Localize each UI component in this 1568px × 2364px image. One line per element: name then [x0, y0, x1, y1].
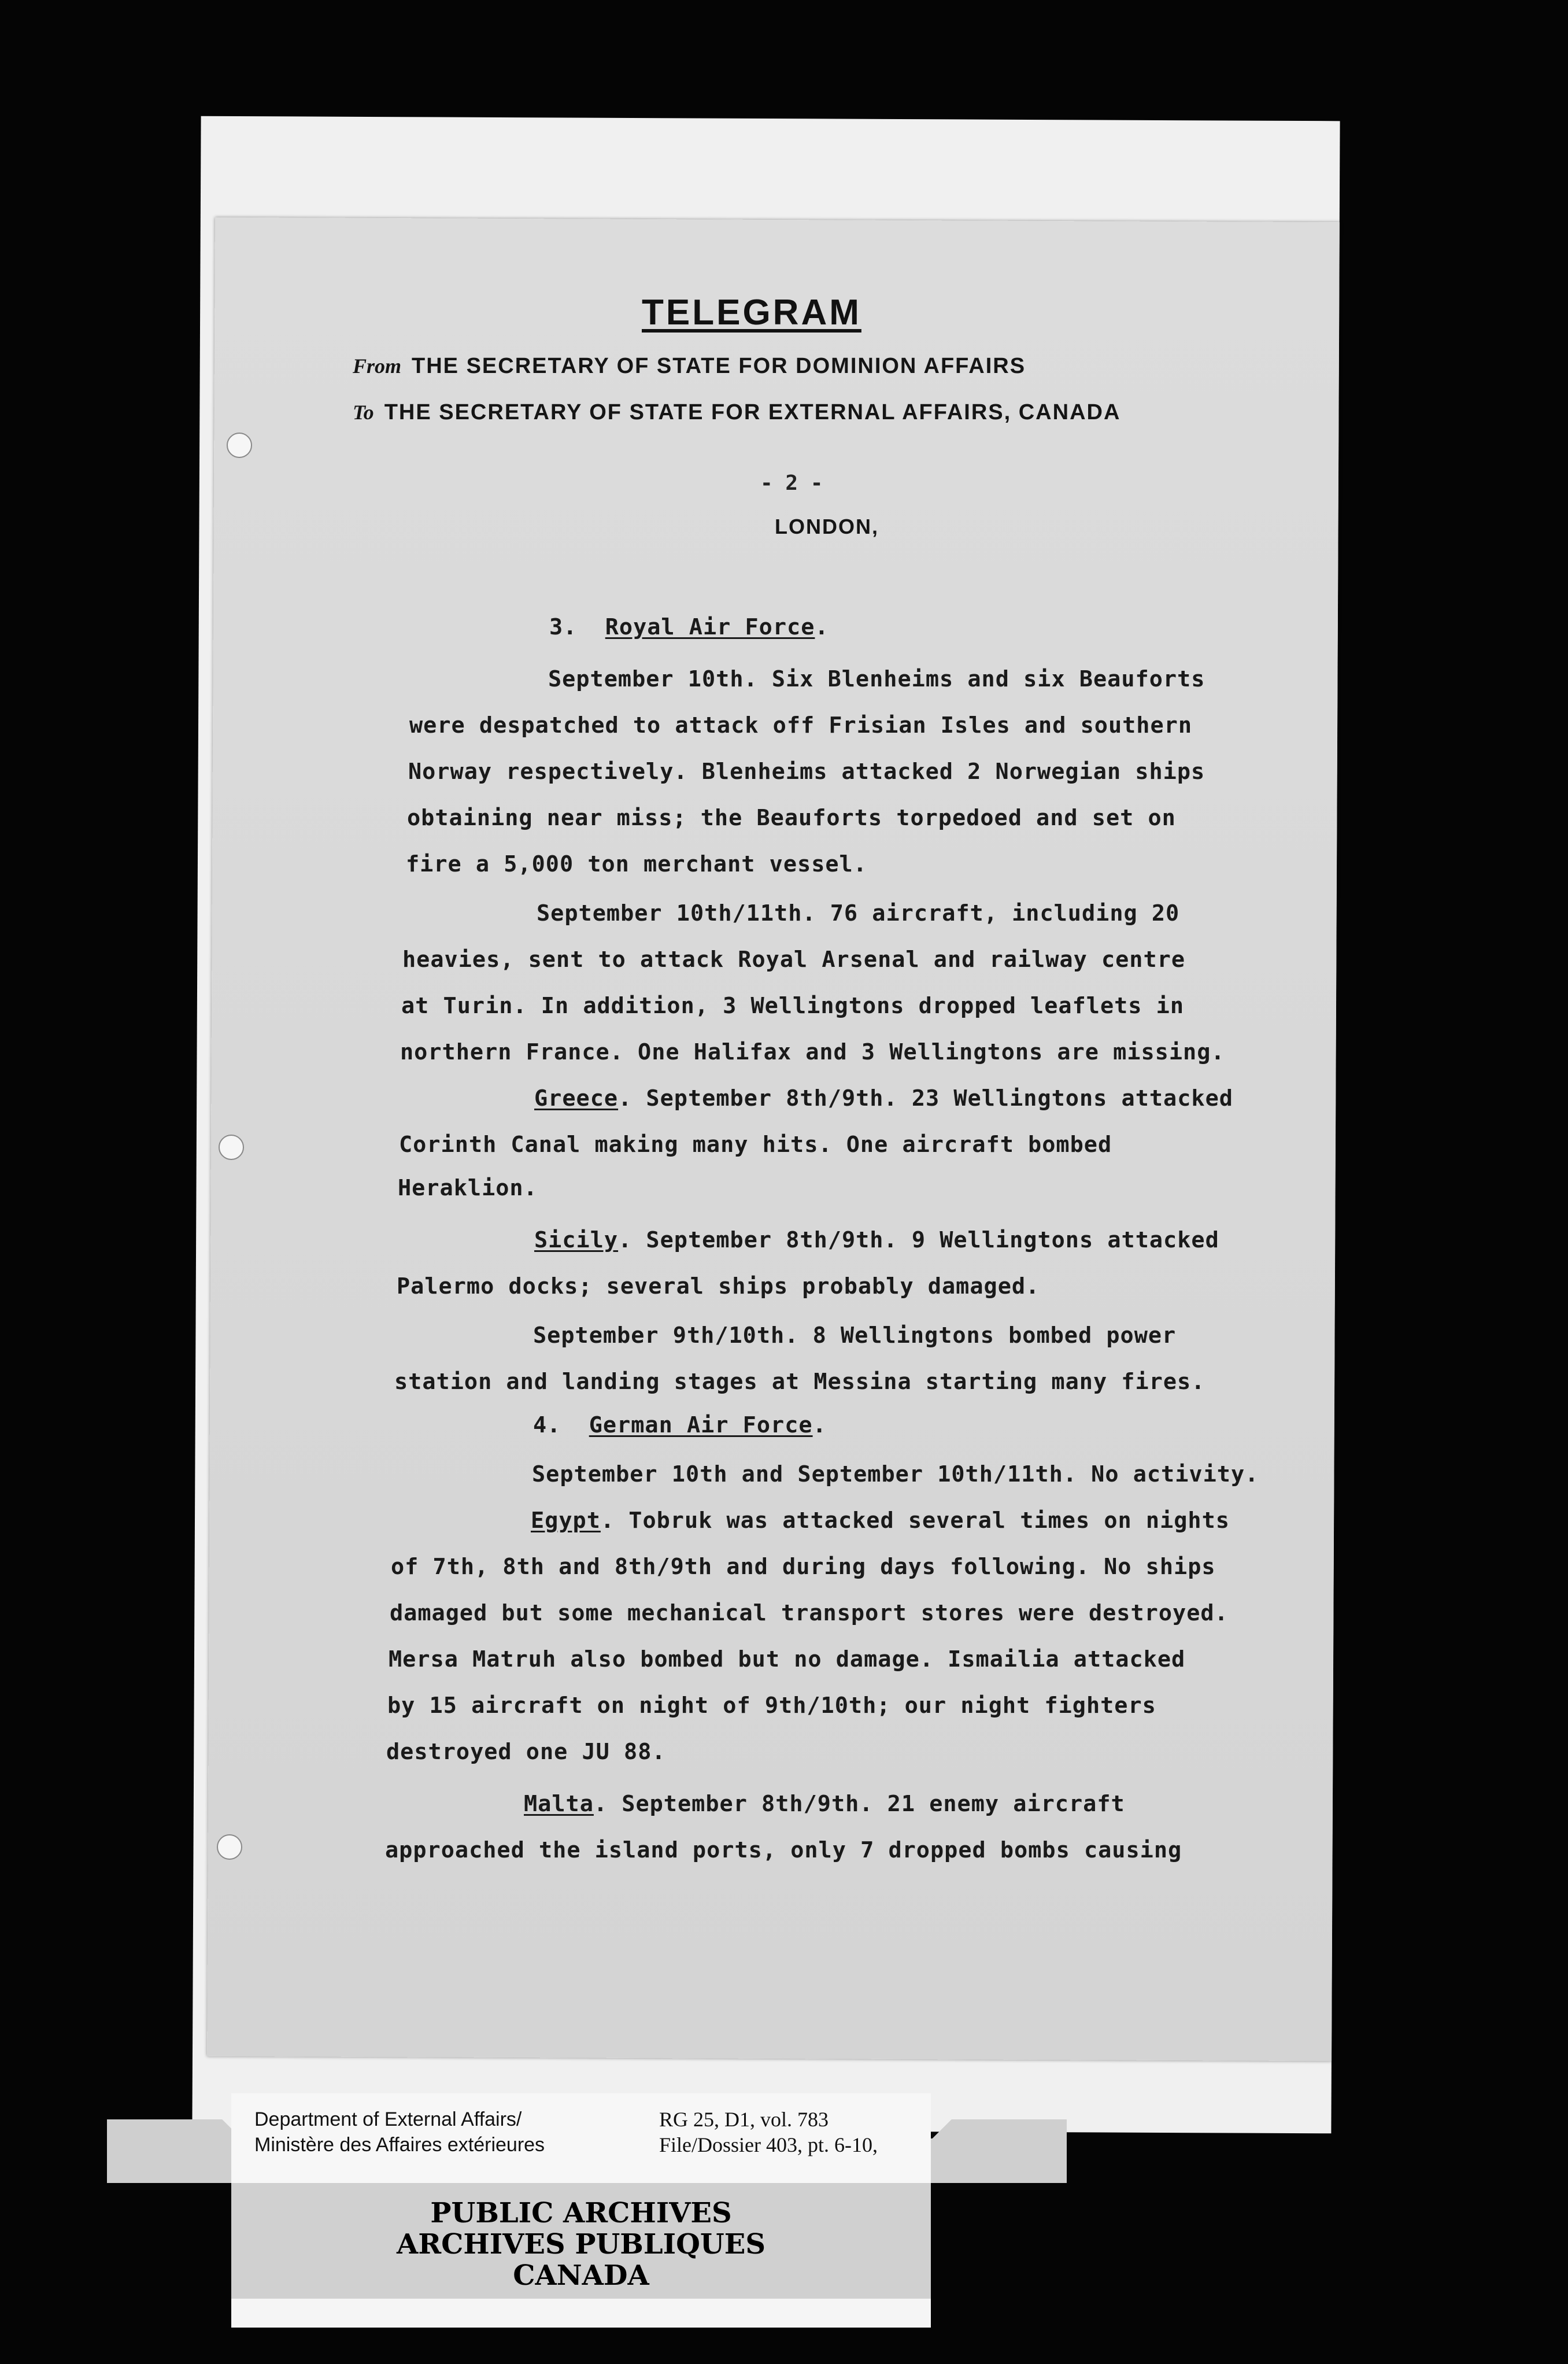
page-number: - 2 -	[760, 471, 823, 495]
from-line	[353, 354, 1026, 379]
to-text: THE SECRETARY OF STATE FOR EXTERNAL AFFAIRS, CANADA	[384, 400, 1121, 424]
to-line	[353, 400, 1120, 425]
text-line: of 7th, 8th and 8th/9th and during days following. No ships	[391, 1554, 1216, 1580]
punch-hole	[219, 1135, 244, 1160]
department-english: Department of External Affairs/	[254, 2108, 522, 2130]
region-heading: Egypt	[531, 1508, 601, 1534]
region-heading: Greece	[534, 1085, 619, 1111]
text-line: northern France. One Halifax and 3 Wellingtons are missing.	[400, 1039, 1225, 1065]
department-label	[254, 2107, 545, 2158]
section-title: Royal Air Force	[605, 614, 815, 640]
punch-hole	[227, 433, 252, 458]
archive-strip	[231, 2299, 931, 2328]
region-heading: Malta	[524, 1791, 594, 1817]
text-line: approached the island ports, only 7 dropped bombs causing	[385, 1837, 1182, 1863]
text-line: Egypt. Tobruk was attacked several times on nights	[531, 1508, 1230, 1534]
text-line: fire a 5,000 ton merchant vessel.	[406, 851, 867, 877]
text-line: were despatched to attack off Frisian Isles and southern	[409, 712, 1193, 738]
text-line: destroyed one JU 88.	[386, 1739, 666, 1765]
archive-stamp	[231, 2197, 931, 2291]
text-line: Malta. September 8th/9th. 21 enemy aircraft	[524, 1791, 1125, 1817]
section-heading: 4. German Air Force.	[533, 1412, 827, 1438]
archive-line-en: PUBLIC ARCHIVES	[430, 2197, 732, 2229]
reference-number	[659, 2107, 878, 2158]
from-text: THE SECRETARY OF STATE FOR DOMINION AFFAIRS	[412, 354, 1026, 378]
text-line: heavies, sent to attack Royal Arsenal and railway centre	[402, 947, 1186, 973]
text-line: Norway respectively. Blenheims attacked 2 Norwegian ships	[408, 759, 1205, 785]
telegram-title: TELEGRAM	[642, 293, 861, 333]
text-line: at Turin. In addition, 3 Wellingtons dropped leaflets in	[401, 993, 1185, 1019]
text-line: September 10th/11th. 76 aircraft, including 20	[537, 900, 1180, 926]
punch-hole	[217, 1834, 242, 1860]
text-line: Corinth Canal making many hits. One aircraft bombed	[399, 1132, 1112, 1158]
text-line: Heraklion.	[398, 1175, 538, 1201]
text-line: September 9th/10th. 8 Wellingtons bombed power	[533, 1323, 1177, 1349]
place-name: LONDON,	[775, 515, 879, 538]
from-label: From	[353, 354, 402, 378]
region-heading: Sicily	[534, 1227, 619, 1253]
archive-line-country: CANADA	[513, 2259, 649, 2292]
text-line: Mersa Matruh also bombed but no damage. Ismailia attacked	[389, 1646, 1186, 1672]
to-label: To	[353, 401, 374, 424]
section-heading: 3. Royal Air Force.	[549, 614, 829, 640]
text-line: September 10th and September 10th/11th. No activity.	[532, 1461, 1259, 1487]
section-number: 3.	[549, 614, 578, 640]
text-line: by 15 aircraft on night of 9th/10th; our night fighters	[387, 1693, 1156, 1719]
text-line: Sicily. September 8th/9th. 9 Wellingtons attacked	[534, 1227, 1219, 1253]
text-line: September 10th. Six Blenheims and six Beauforts	[548, 666, 1205, 692]
text-line: station and landing stages at Messina starting many fires.	[394, 1369, 1205, 1395]
text-line: Greece. September 8th/9th. 23 Wellingtons attacked	[534, 1085, 1233, 1111]
text-line: obtaining near miss; the Beauforts torpedoed and set on	[407, 805, 1176, 831]
text-line: damaged but some mechanical transport stores were destroyed.	[390, 1600, 1229, 1626]
section-number: 4.	[533, 1412, 561, 1438]
text-line: Palermo docks; several ships probably damaged.	[397, 1273, 1040, 1299]
section-title: German Air Force	[589, 1412, 813, 1438]
archive-line-fr: ARCHIVES PUBLIQUES	[397, 2228, 765, 2260]
record-group: RG 25, D1, vol. 783	[659, 2108, 829, 2131]
file-dossier: File/Dossier 403, pt. 6-10,	[659, 2133, 878, 2156]
department-french: Ministère des Affaires extérieures	[254, 2134, 545, 2156]
